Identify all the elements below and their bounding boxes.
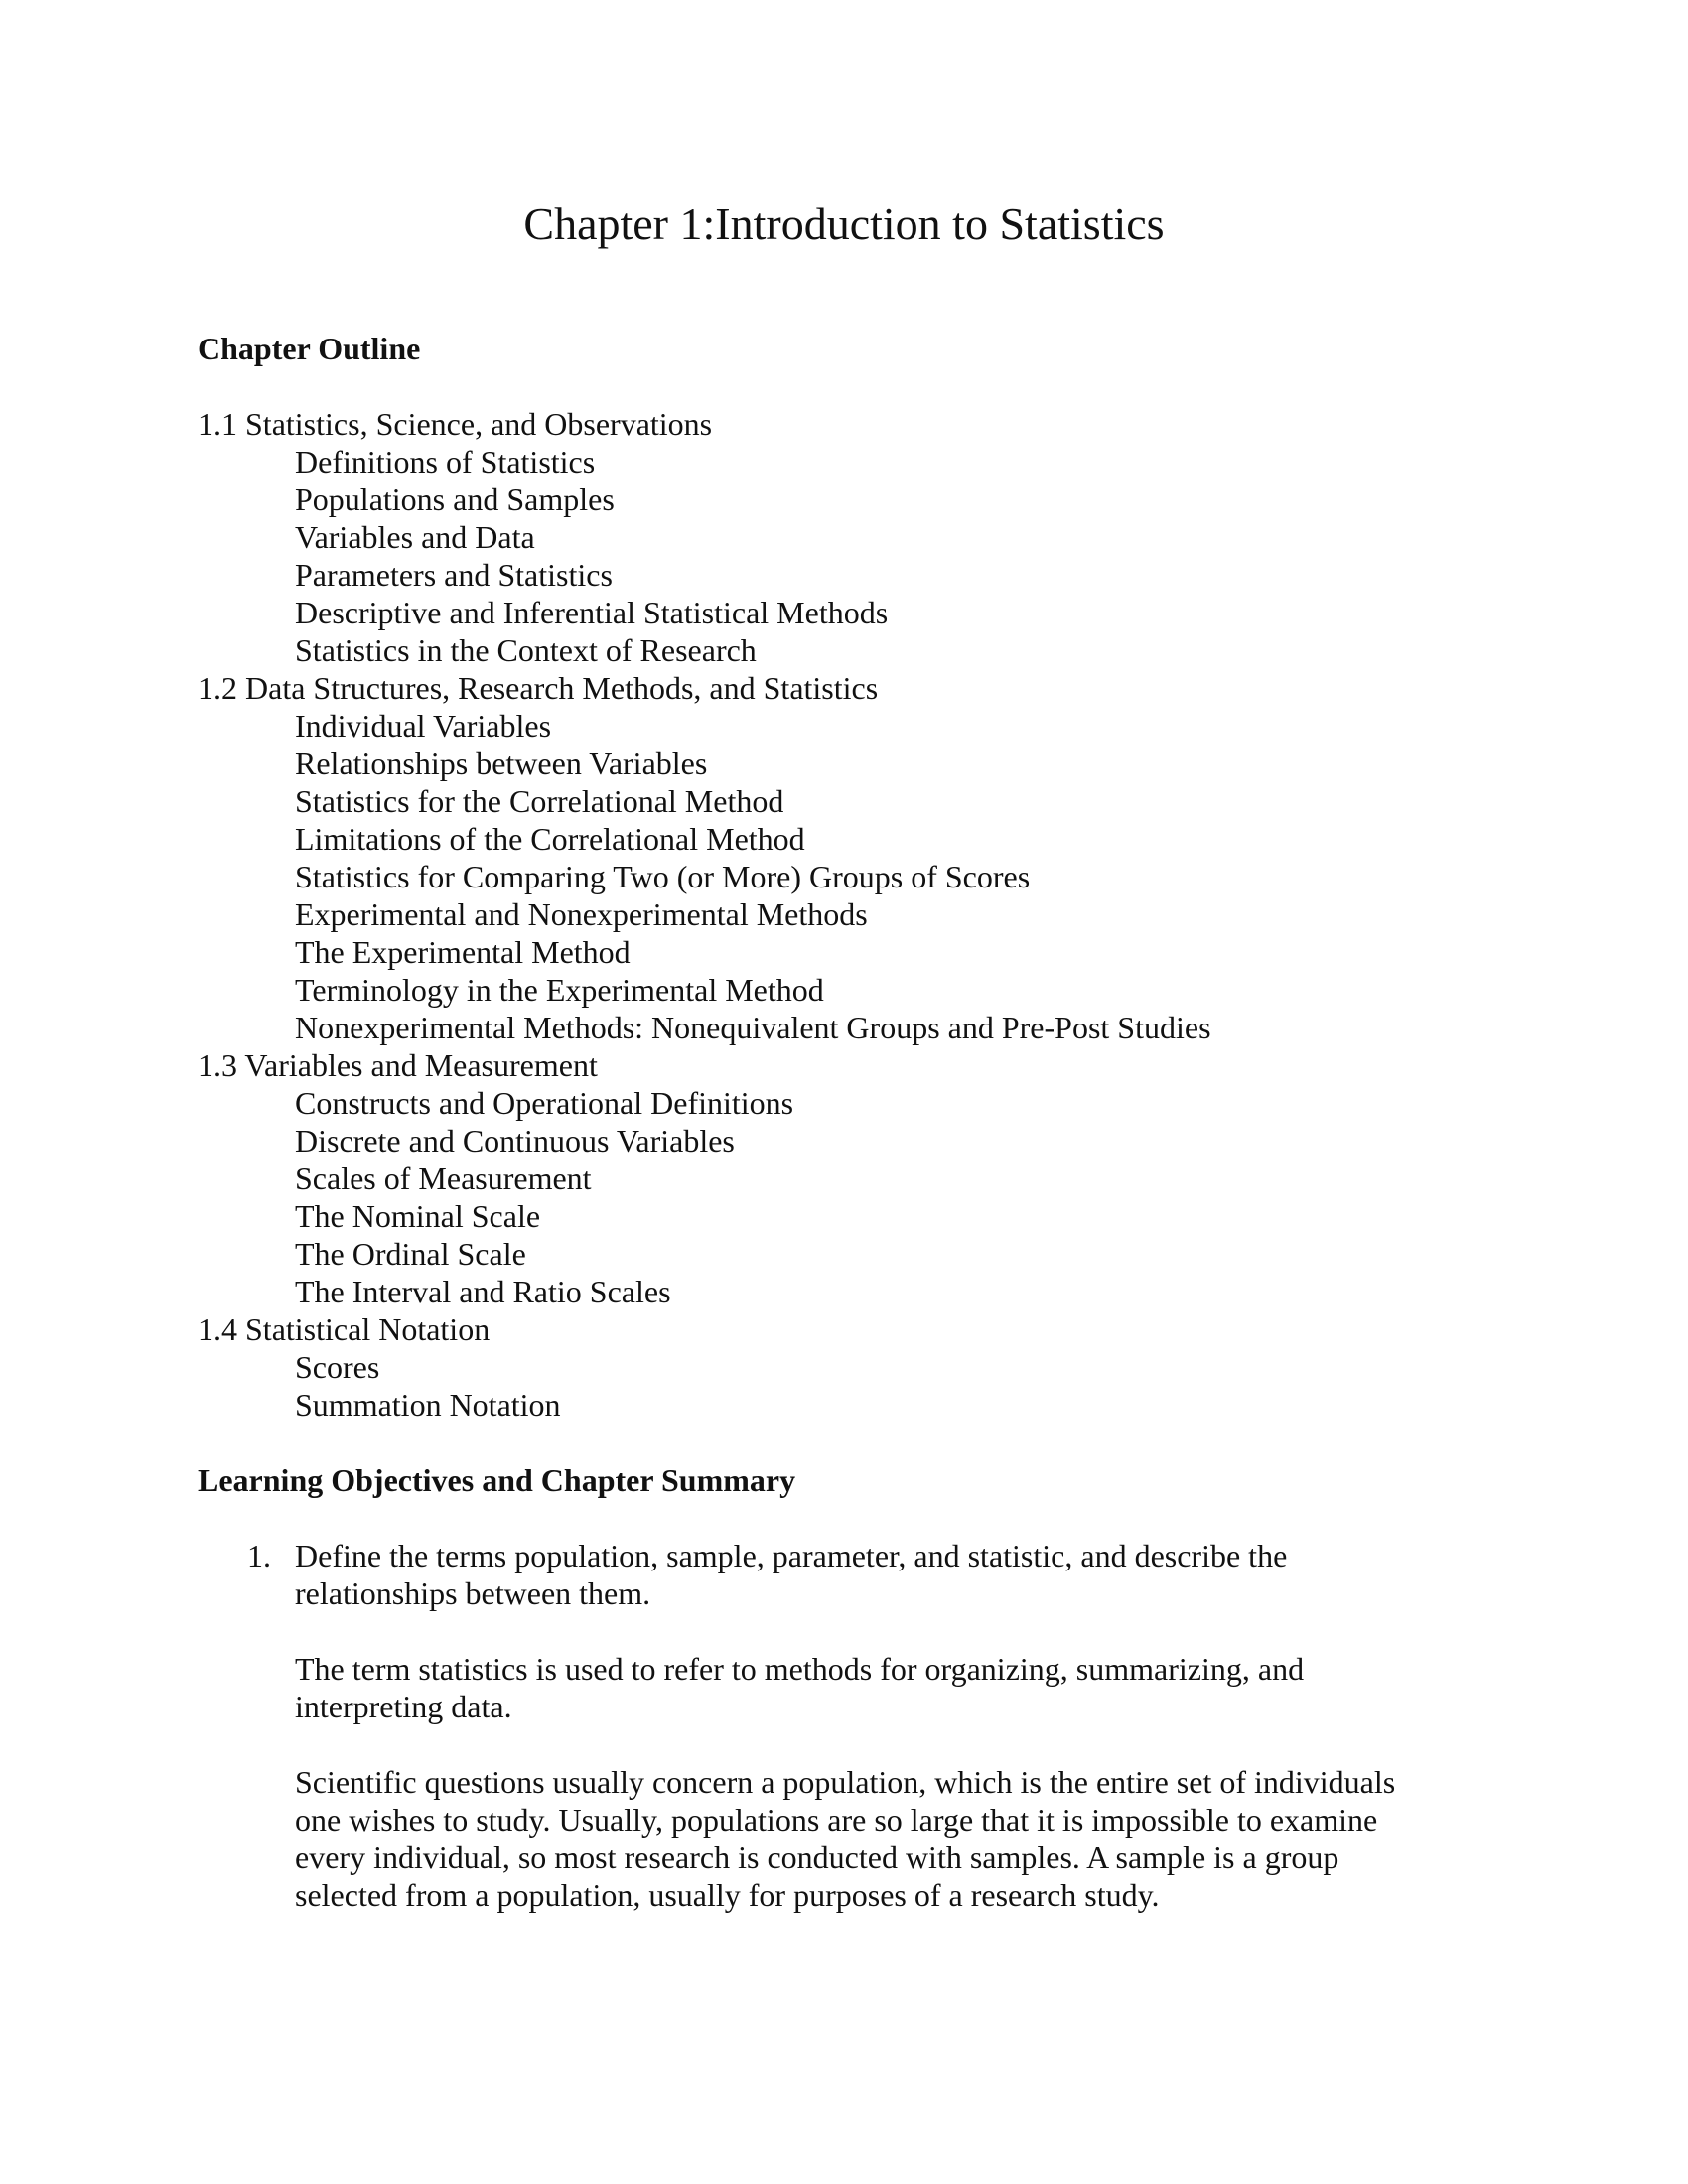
- outline-subsection: Parameters and Statistics: [295, 557, 613, 593]
- outline-subsection: Statistics for Comparing Two (or More) Groups of Scores: [295, 859, 1031, 894]
- paragraph-line: interpreting data.: [295, 1689, 512, 1724]
- paragraph-line: The term statistics is used to refer to methods for organizing, summarizing, and: [295, 1651, 1305, 1687]
- outline-section: 1.1 Statistics, Science, and Observations: [198, 406, 713, 442]
- outline-subsection: Variables and Data: [295, 519, 535, 555]
- outline-subsection: Summation Notation: [295, 1387, 561, 1423]
- outline-subsection: Scales of Measurement: [295, 1160, 592, 1196]
- outline-subsection: Limitations of the Correlational Method: [295, 821, 805, 857]
- outline-subsection: Populations and Samples: [295, 481, 615, 517]
- outline-subsection: The Nominal Scale: [295, 1198, 541, 1234]
- paragraph: [198, 1763, 1508, 1914]
- outline-subsection: Descriptive and Inferential Statistical Methods: [295, 595, 889, 630]
- outline-subsection: Definitions of Statistics: [295, 444, 596, 479]
- objective-number: 1.: [247, 1538, 271, 1573]
- document-body: [198, 330, 1508, 1914]
- outline-subsection: Terminology in the Experimental Method: [295, 972, 824, 1008]
- outline-subsection: Statistics in the Context of Research: [295, 632, 757, 668]
- paragraph-line: Scientific questions usually concern a population, which is the entire set of individuals: [295, 1764, 1396, 1800]
- outline-subsection: Nonexperimental Methods: Nonequivalent Groups and Pre-Post Studies: [295, 1010, 1211, 1045]
- objective-text: relationships between them.: [295, 1575, 651, 1611]
- outline-section: 1.2 Data Structures, Research Methods, and Statistics: [198, 670, 879, 706]
- outline-subsection: The Ordinal Scale: [295, 1236, 526, 1272]
- outline-heading: Chapter Outline: [198, 331, 421, 366]
- paragraph-line: selected from a population, usually for purposes of a research study.: [295, 1877, 1160, 1913]
- objective-text: Define the terms population, sample, parameter, and statistic, and describe the: [295, 1538, 1288, 1573]
- objectives-heading: Learning Objectives and Chapter Summary: [198, 1462, 796, 1498]
- page-title: Chapter 1:Introduction to Statistics: [523, 199, 1165, 249]
- outline-subsection: Relationships between Variables: [295, 746, 708, 781]
- chapter-outline: [198, 405, 1508, 1424]
- outline-subsection: Experimental and Nonexperimental Methods: [295, 896, 868, 932]
- objective-item: [198, 1537, 1508, 1612]
- paragraph-line: one wishes to study. Usually, populations are so large that it is impossible to examine: [295, 1802, 1378, 1838]
- outline-section: 1.4 Statistical Notation: [198, 1311, 491, 1347]
- paragraph-line: every individual, so most research is conducted with samples. A sample is a group: [295, 1840, 1339, 1875]
- outline-subsection: The Experimental Method: [295, 934, 631, 970]
- outline-subsection: Scores: [295, 1349, 380, 1385]
- outline-subsection: Statistics for the Correlational Method: [295, 783, 784, 819]
- outline-subsection: Individual Variables: [295, 708, 552, 744]
- paragraph: [198, 1650, 1508, 1725]
- outline-subsection: Constructs and Operational Definitions: [295, 1085, 794, 1121]
- outline-subsection: The Interval and Ratio Scales: [295, 1274, 671, 1309]
- outline-section: 1.3 Variables and Measurement: [198, 1047, 598, 1083]
- outline-subsection: Discrete and Continuous Variables: [295, 1123, 735, 1159]
